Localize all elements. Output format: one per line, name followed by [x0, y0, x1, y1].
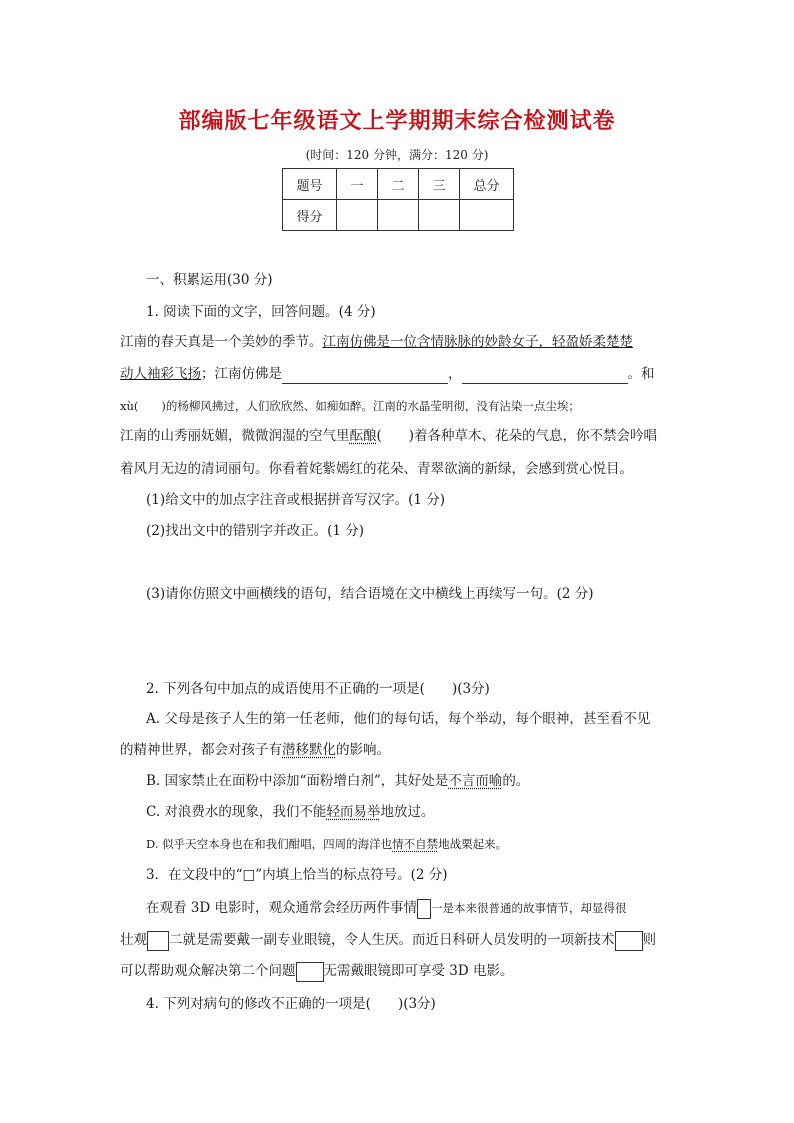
punctuation-box[interactable]: [147, 931, 169, 951]
q1-sub1: (1)给文中的加点字注音或根据拼音写汉字。(1 分): [146, 492, 446, 508]
option-text: 的精神世界，都会对孩子有: [120, 742, 282, 758]
answer-blank[interactable]: [462, 369, 628, 384]
q2-option-a-cont: [120, 740, 390, 760]
option-text: 的影响。: [336, 742, 390, 758]
score-table-cell: 题号: [283, 169, 337, 200]
q2-stem: 2. 下列各句中加点的成语使用不正确的一项是( )(3分): [146, 681, 490, 697]
option-text: 地放过。: [380, 804, 435, 820]
dotted-word: 酝酿: [349, 428, 377, 444]
passage-text: ，: [448, 366, 462, 382]
q2-option-c: [146, 802, 434, 822]
score-table-cell: 总分: [460, 169, 514, 200]
option-text: B. 国家禁止在面粉中添加“面粉增白剂”，其好处是: [146, 773, 449, 789]
q1-passage-line: [120, 426, 657, 446]
section-heading: 一、积累运用(30 分): [146, 272, 273, 288]
dotted-idiom: 轻而易举: [326, 804, 381, 820]
option-text: C. 对浪费水的现象，我们不能: [146, 804, 327, 820]
passage-text: 二就是需要戴一副专业眼镜，令人生厌。而近日科研人员发明的一项新技术: [169, 932, 615, 948]
dotted-idiom: 不言而喻: [448, 773, 503, 789]
q4-stem: 4. 下列对病句的修改不正确的一项是( )(3分): [146, 996, 436, 1012]
q2-option-d: [146, 834, 507, 854]
passage-text: ( )着各种草木、花朵的气息，你不禁会吟唱: [376, 428, 658, 444]
q1-passage-line: [120, 364, 655, 384]
score-input-cell[interactable]: [378, 200, 419, 231]
option-text: 的。: [502, 773, 530, 789]
q1-sub2: (2)找出文中的错别字并改正。(1 分): [146, 523, 365, 539]
q1-passage-line: xù( )的杨柳风拂过，人们欣欣然、如痴如醉。江南的水晶莹明彻，没有沾染一点尘埃；: [120, 399, 580, 413]
score-input-cell[interactable]: [419, 200, 460, 231]
passage-text: 江南的山秀丽妩媚，微微润湿的空气里: [120, 428, 350, 444]
q2-option-b: [146, 771, 529, 791]
punctuation-box[interactable]: [296, 962, 324, 982]
dotted-idiom: 情不自禁: [392, 837, 439, 851]
q2-option-a: A. 父母是孩子人生的第一任老师，他们的每句话，每个举动，每个眼神，甚至看不见: [146, 711, 651, 727]
score-table-cell: 二: [378, 169, 419, 200]
score-input-cell[interactable]: [337, 200, 378, 231]
passage-text: 。和: [627, 366, 655, 382]
dotted-idiom: 潜移默化: [282, 742, 336, 758]
underlined-sentence: 动人袖彩飞扬: [120, 366, 201, 382]
exam-time-info: (时间：120 分钟，满分：120 分): [305, 148, 489, 162]
passage-text: 壮观: [120, 932, 147, 948]
score-table-score-row: [283, 200, 514, 231]
punctuation-box[interactable]: [417, 899, 431, 919]
q3-stem: 3．在文段中的“□”内填上恰当的标点符号。(2 分): [146, 867, 448, 883]
option-text: D. 似乎天空本身也在和我们酣唱，四周的海洋也: [146, 837, 393, 851]
q1-stem: 1. 阅读下面的文字，回答问题。(4 分): [146, 304, 376, 320]
score-table-header-row: [283, 169, 514, 200]
score-table-cell: 一: [337, 169, 378, 200]
q1-passage-line: 着风月无边的清词丽句。你看着姹紫嫣红的花朵、青翠欲滴的新绿，会感到赏心悦目。: [120, 461, 633, 477]
q3-text-line: [146, 898, 627, 919]
passage-text: 在观看 3D 电影时，观众通常会经历两件事情: [146, 900, 417, 916]
q3-text-line: [120, 930, 656, 951]
q3-text-line: [120, 961, 514, 982]
score-input-cell[interactable]: [460, 200, 514, 231]
passage-text: ；江南仿佛是: [201, 366, 282, 382]
score-table: [282, 168, 514, 231]
score-table-cell: 得分: [283, 200, 337, 231]
exam-title: 部编版七年级语文上学期期末综合检测试卷: [178, 109, 616, 134]
passage-text: 可以帮助观众解决第二个问题: [120, 963, 296, 979]
passage-text: 无需戴眼镜即可享受 3D 电影。: [323, 963, 514, 979]
underlined-sentence: 江南仿佛是一位含情脉脉的妙龄女子，轻盈娇柔楚楚: [322, 334, 633, 350]
q1-passage-line: [120, 332, 633, 352]
passage-text: 一是本来很普通的故事情节，却显得很: [431, 901, 627, 915]
score-table-cell: 三: [419, 169, 460, 200]
answer-blank[interactable]: [282, 369, 448, 384]
passage-text: 则: [642, 932, 656, 948]
q1-sub3: (3)请你仿照文中画横线的语句，结合语境在文中横线上再续写一句。(2 分): [146, 586, 594, 602]
passage-text: 江南的春天真是一个美妙的季节。: [120, 334, 323, 350]
option-text: 地战栗起来。: [438, 837, 508, 851]
punctuation-box[interactable]: [615, 931, 643, 951]
